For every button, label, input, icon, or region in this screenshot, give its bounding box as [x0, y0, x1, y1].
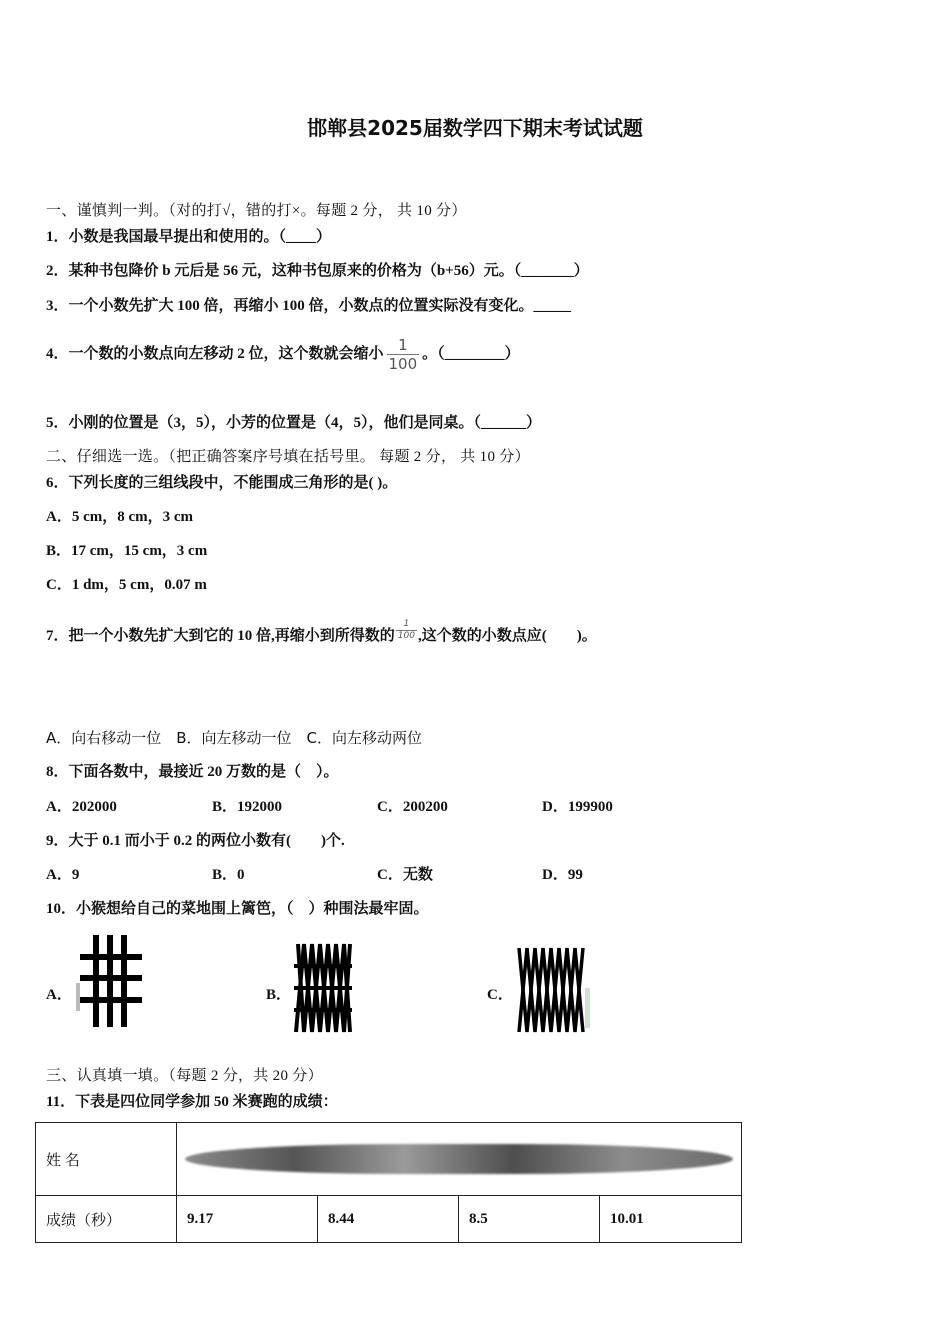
question-9-option-c: C．无数 [377, 867, 433, 883]
crisscross-fence-figure [515, 944, 591, 1036]
fraction-small [396, 619, 417, 642]
question-9: 9．大于 0.1 而小于 0.2 的两位小数有( )个. [46, 833, 345, 849]
question-7-tail: ,这个数的小数点应( )。 [417, 628, 597, 644]
name-header-cell: 姓 名 [36, 1123, 177, 1196]
score-cell: 8.44 [318, 1196, 459, 1243]
question-8: 8．下面各数中，最接近 20 万数的是（ ）。 [46, 764, 339, 780]
score-cell: 10.01 [600, 1196, 742, 1243]
question-11: 11．下表是四位同学参加 50 米赛跑的成绩： [46, 1094, 338, 1110]
question-9-option-a: A．9 [46, 867, 80, 883]
fraction-numerator: 1 [398, 336, 408, 355]
names-redacted-cell [177, 1123, 742, 1196]
question-7 [46, 616, 597, 656]
question-1: 1．小数是我国最早提出和使用的。（____） [46, 229, 332, 245]
question-3: 3．一个小数先扩大 100 倍，再缩小 100 倍，小数点的位置实际没有变化。_____ [46, 298, 572, 314]
question-8-option-a: A．202000 [46, 799, 117, 815]
question-5: 5．小刚的位置是（3，5），小芳的位置是（4，5），他们是同桌。（______） [46, 415, 542, 431]
table-row [36, 1196, 742, 1243]
question-7-text: 7．把一个小数先扩大到它的 10 倍,再缩小到所得数的 [46, 628, 395, 644]
score-header-cell: 成绩（秒） [36, 1196, 177, 1243]
fraction-denominator: 100 [388, 355, 418, 374]
question-9-option-b: B．0 [212, 867, 245, 883]
fraction-numerator: 1 [403, 619, 410, 629]
redacted-names-image [185, 1144, 733, 1174]
fraction-one-hundredth [387, 336, 420, 373]
question-4 [46, 334, 520, 374]
score-cell: 9.17 [177, 1196, 318, 1243]
question-8-option-d: D．199900 [542, 799, 613, 815]
grid-fence-figure [76, 933, 146, 1029]
question-9-option-d: D．99 [542, 867, 583, 883]
figure-a-label: A． [46, 987, 72, 1003]
question-8-option-b: B．192000 [212, 799, 283, 815]
figure-b-label: B． [266, 987, 292, 1003]
question-8-option-c: C．200200 [377, 799, 448, 815]
question-6-option-b: B．17 cm，15 cm，3 cm [46, 543, 208, 559]
question-6: 6．下列长度的三组线段中，不能围成三角形的是( )。 [46, 475, 398, 491]
page-title: 邯郸县2025届数学四下期末考试试题 [307, 116, 643, 140]
question-7-options: A．向右移动一位 B．向左移动一位 C．向左移动两位 [46, 729, 423, 747]
mixed-fence-figure [292, 940, 354, 1036]
fraction-denominator: 100 [397, 631, 415, 641]
question-4-tail: 。（________） [422, 346, 520, 362]
race-results-table [35, 1122, 742, 1243]
question-6-option-c: C．1 dm，5 cm，0.07 m [46, 577, 207, 593]
question-6-option-a: A．5 cm，8 cm，3 cm [46, 509, 194, 525]
section2-header: 二、仔细选一选。（把正确答案序号填在括号里。 每题 2 分， 共 10 分） [46, 449, 530, 465]
section1-header: 一、谨慎判一判。（对的打√，错的打×。每题 2 分， 共 10 分） [46, 203, 467, 219]
question-10: 10．小猴想给自己的菜地围上篱笆，（ ）种围法最牢固。 [46, 901, 429, 917]
question-2: 2．某种书包降价 b 元后是 56 元，这种书包原来的价格为（b+56）元。（_______） [46, 263, 589, 279]
figure-c-label: C． [487, 987, 513, 1003]
section3-header: 三、认真填一填。（每题 2 分，共 20 分） [46, 1068, 323, 1084]
table-row [36, 1123, 742, 1196]
score-cell: 8.5 [459, 1196, 600, 1243]
question-4-text: 4．一个数的小数点向左移动 2 位，这个数就会缩小 [46, 346, 384, 362]
